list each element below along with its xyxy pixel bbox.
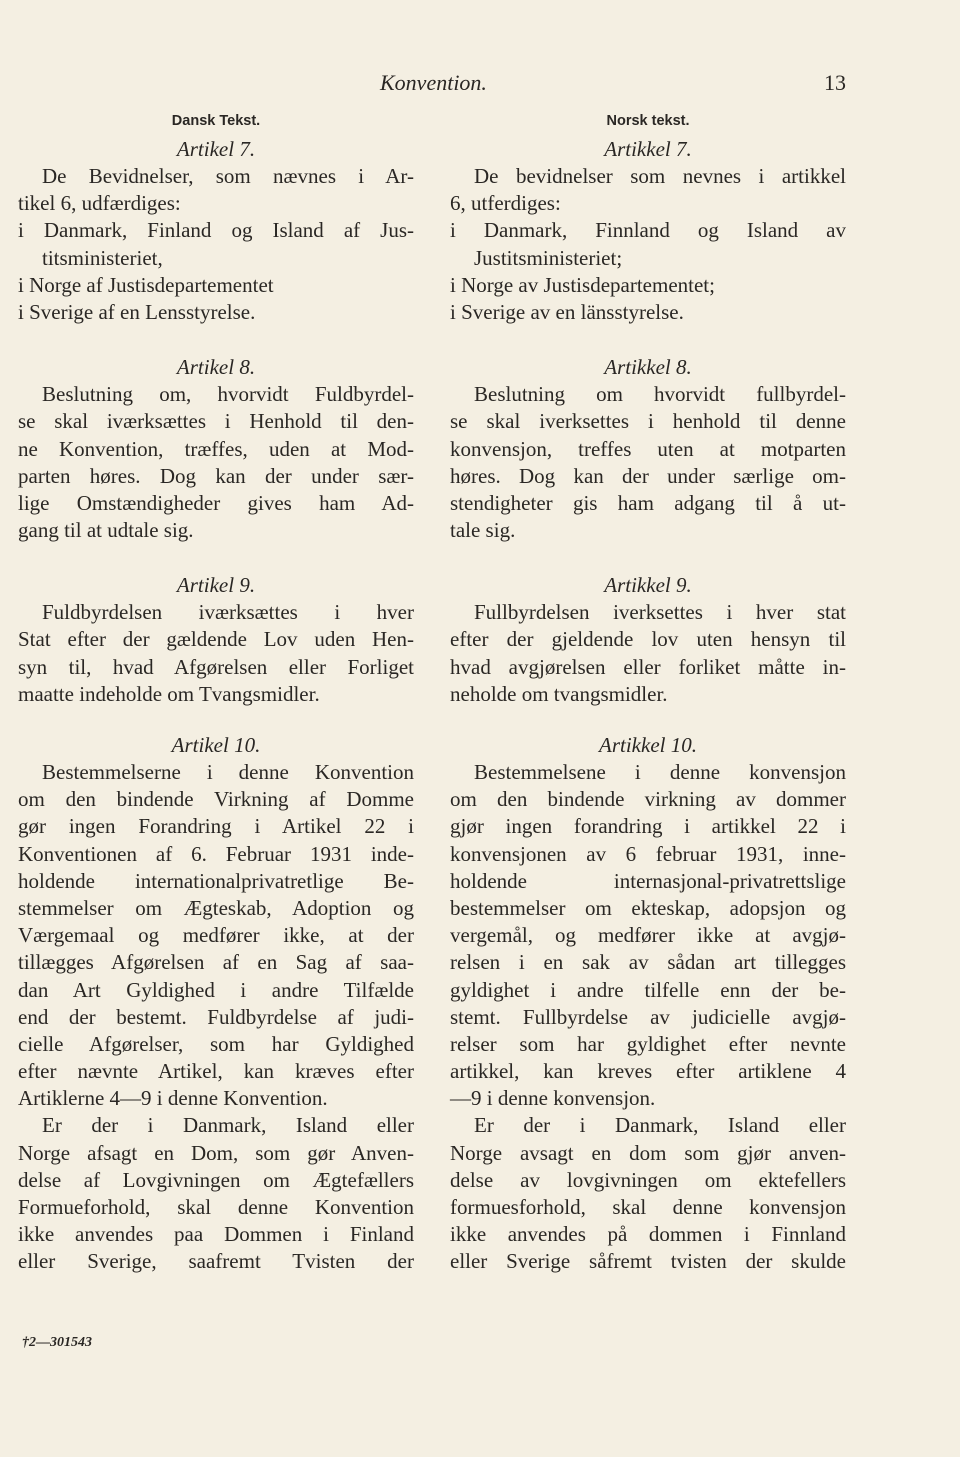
text-line: holdende internationalprivatretlige Be- xyxy=(18,868,414,893)
text-line: se skal iværksættes i Henhold til den- xyxy=(18,409,414,434)
text-line: høres. Dog kan der under særlige om- xyxy=(450,463,846,488)
text-line: delse af Lovgivningen om Ægtefællers xyxy=(18,1167,414,1192)
norwegian-heading: Norsk tekst. xyxy=(606,113,690,129)
text-line: stendigheter gis ham adgang til å ut- xyxy=(450,490,846,515)
text-line: gang til at udtale sig. xyxy=(18,518,194,543)
danish-column xyxy=(18,112,414,1276)
text-line: artikkel, kan kreves efter artiklene 4 xyxy=(450,1059,846,1084)
text-line: Fullbyrdelsen iverksettes i hver stat xyxy=(474,600,846,625)
text-line: i Norge af Justisdepartementet xyxy=(18,272,274,297)
norwegian-article-9-title: Artikkel 9. xyxy=(604,573,692,598)
text-line: hvad avgjørelsen eller forliket måtte in- xyxy=(450,654,846,679)
text-line: i Sverige af en Lensstyrelse. xyxy=(18,299,256,324)
norwegian-article-8-title: Artikkel 8. xyxy=(604,355,692,380)
text-line: Norge afsagt en Dom, som gør Anven- xyxy=(18,1140,414,1165)
text-line: De Bevidnelser, som nævnes i Ar- xyxy=(42,164,414,188)
norwegian-article-7-title: Artikkel 7. xyxy=(604,137,692,161)
danish-article-8-title: Artikel 8. xyxy=(176,355,256,380)
text-line: Formueforhold, skal denne Konvention xyxy=(18,1195,414,1219)
text-line: i Norge av Justisdepartementet; xyxy=(450,272,715,297)
text-line: maatte indeholde om Tvangsmidler. xyxy=(18,681,320,706)
text-line: cielle Afgørelser, som har Gyldighed xyxy=(18,1031,414,1056)
text-line: Beslutning om, hvorvidt Fuldbyrdel- xyxy=(42,382,414,407)
text-line: De bevidnelser som nevnes i artikkel xyxy=(474,164,846,188)
text-line: syn til, hvad Afgørelsen eller Forliget xyxy=(18,654,414,679)
danish-article-10-title: Artikel 10. xyxy=(171,733,261,757)
text-line: Beslutning om hvorvidt fullbyrdel- xyxy=(474,382,846,407)
spacer xyxy=(18,326,414,354)
text-line: relsen i en sak av sådan art tillegges xyxy=(450,950,846,975)
text-line: tillægges Afgørelsen af en Sag af saa- xyxy=(18,950,414,975)
text-line: Bestemmelserne i denne Konvention xyxy=(42,760,414,784)
text-line: Justitsministeriet; xyxy=(474,245,623,270)
text-line: efter der gjeldende lov uten hensyn til xyxy=(450,627,846,652)
text-line: lige Omstændigheder gives ham Ad- xyxy=(18,490,414,515)
text-line: Er der i Danmark, Island eller xyxy=(474,1113,846,1138)
spacer xyxy=(450,326,846,354)
spacer xyxy=(450,544,846,572)
text-line: ikke anvendes paa Dommen i Finland xyxy=(18,1222,414,1247)
danish-article-7-title: Artikel 7. xyxy=(176,137,256,161)
text-line: se skal iverksettes i henhold til denne xyxy=(450,409,846,434)
text-line: om den bindende Virkning af Domme xyxy=(18,787,414,812)
text-line: vergemål, og medfører ikke at avgjø- xyxy=(450,923,846,948)
text-line: stemmelser om Ægteskab, Adoption og xyxy=(18,895,414,920)
text-line: eller Sverige, saafremt Tvisten der xyxy=(18,1249,414,1274)
text-line: —9 i denne konvensjon. xyxy=(450,1086,656,1111)
text-line: holdende internasjonal-privatrettslige xyxy=(450,868,846,893)
text-line: ikke anvendes på dommen i Finnland xyxy=(450,1222,846,1247)
text-line: efter nævnte Artikel, kan kræves efter xyxy=(18,1059,414,1084)
text-line: relser som har gyldighet efter nevnte xyxy=(450,1031,846,1056)
text-line: Fuldbyrdelsen iværksættes i hver xyxy=(42,600,414,625)
norwegian-article-10-title: Artikkel 10. xyxy=(599,733,697,757)
text-line: om den bindende virkning av dommer xyxy=(450,787,846,812)
running-title: Konvention. xyxy=(380,70,487,95)
printer-signature: †2—301543 xyxy=(22,1335,92,1350)
text-line: tikel 6, udfærdiges: xyxy=(18,191,181,216)
text-line: ne Konvention, træffes, uden at Mod- xyxy=(18,436,414,461)
page-number: 13 xyxy=(824,70,846,95)
spacer xyxy=(18,544,414,572)
text-line: i Sverige av en länsstyrelse. xyxy=(450,299,684,324)
text-line: konvensjon, treffes uten at motparten xyxy=(450,436,846,461)
text-line: gyldighet i andre tilfelle enn der be- xyxy=(450,977,846,1002)
spacer xyxy=(18,708,414,732)
text-line: konvensjonen av 6 februar 1931, inne- xyxy=(450,841,846,866)
text-line: Værgemaal og medfører ikke, at der xyxy=(18,923,414,948)
text-line: dan Art Gyldighed i andre Tilfælde xyxy=(18,977,414,1002)
norwegian-column xyxy=(450,112,846,1276)
text-line: Norge avsagt en dom som gjør anven- xyxy=(450,1140,846,1165)
text-line: end der bestemt. Fuldbyrdelse af judi- xyxy=(18,1004,414,1029)
text-line: i Danmark, Finnland og Island av xyxy=(450,218,846,243)
danish-article-9-title: Artikel 9. xyxy=(176,573,256,598)
text-line: parten høres. Dog kan der under sær- xyxy=(18,463,414,488)
page-header xyxy=(0,70,960,100)
text-line: i Danmark, Finland og Island af Jus- xyxy=(18,218,414,243)
text-line: tale sig. xyxy=(450,518,516,543)
text-line: Stat efter der gældende Lov uden Hen- xyxy=(18,627,414,652)
text-line: bestemmelser om ekteskap, adopsjon og xyxy=(450,895,846,920)
text-line: delse av lovgivningen om ektefellers xyxy=(450,1167,846,1192)
text-line: gør ingen Forandring i Artikel 22 i xyxy=(18,814,414,839)
spacer xyxy=(450,708,846,732)
text-line: titsministeriet, xyxy=(42,245,163,270)
text-line: eller Sverige såfremt tvisten der skulde xyxy=(450,1249,846,1274)
text-line: neholde om tvangsmidler. xyxy=(450,681,668,706)
text-line: Artiklerne 4—9 i denne Konvention. xyxy=(18,1086,328,1111)
text-line: gjør ingen forandring i artikkel 22 i xyxy=(450,814,846,839)
text-line: 6, utferdiges: xyxy=(450,191,561,216)
text-line: Bestemmelsene i denne konvensjon xyxy=(474,760,846,784)
text-line: Konventionen af 6. Februar 1931 inde- xyxy=(18,841,414,866)
text-line: formuesforhold, skal denne konvensjon xyxy=(450,1195,846,1219)
danish-heading: Dansk Tekst. xyxy=(171,113,261,129)
text-line: Er der i Danmark, Island eller xyxy=(42,1113,414,1138)
text-line: stemt. Fullbyrdelse av judicielle avgjø- xyxy=(450,1004,846,1029)
